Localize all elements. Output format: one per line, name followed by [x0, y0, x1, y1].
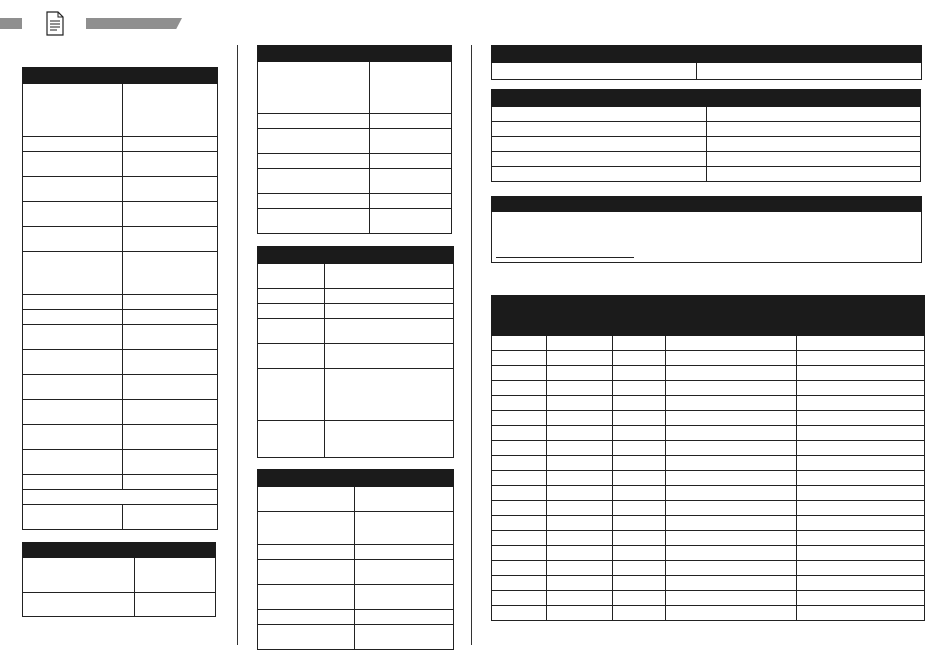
spec-table-small [22, 542, 216, 617]
table-header-row [258, 46, 452, 62]
table-row [23, 252, 218, 295]
table-cell [547, 336, 613, 351]
table-row [492, 411, 925, 426]
table-row [492, 336, 925, 351]
table-cell [797, 546, 925, 561]
table-cell [492, 152, 707, 167]
table-cell [258, 369, 325, 421]
table-cell [547, 351, 613, 366]
table-cell [123, 202, 218, 227]
table-cell [666, 411, 797, 426]
table-cell [370, 169, 452, 194]
table-row [258, 487, 454, 512]
table-row [258, 169, 452, 194]
table-cell [123, 325, 218, 350]
table-header [258, 470, 454, 487]
spec-table-col3-top [491, 45, 922, 80]
table-header-row [23, 68, 218, 84]
table-cell [547, 296, 613, 336]
spec-table-col3-second [491, 89, 921, 182]
table-cell [613, 336, 666, 351]
table-cell [492, 516, 547, 531]
table-cell [613, 591, 666, 606]
table-cell [325, 369, 454, 421]
table-cell [123, 152, 218, 177]
table-cell [258, 585, 355, 610]
table-cell [325, 344, 454, 369]
table-cell [666, 576, 797, 591]
table-row [492, 381, 925, 396]
table-cell [547, 561, 613, 576]
table-cell [492, 411, 547, 426]
table-row [23, 350, 218, 375]
table-cell [492, 366, 547, 381]
table-cell [666, 381, 797, 396]
table-cell [547, 441, 613, 456]
table-cell [797, 486, 925, 501]
table-row [492, 606, 925, 621]
note-underline [496, 257, 634, 258]
table-row [23, 450, 218, 475]
table-cell [258, 194, 370, 209]
table-row [492, 167, 921, 182]
table-cell [666, 501, 797, 516]
table-header-row [492, 296, 925, 336]
table-cell [666, 471, 797, 486]
table-row [492, 426, 925, 441]
table-cell [325, 421, 454, 458]
column-divider [471, 45, 472, 645]
table-cell [23, 400, 123, 425]
table-row [23, 505, 218, 530]
table-cell [666, 591, 797, 606]
table-row [258, 545, 454, 560]
table-cell [23, 375, 123, 400]
table-row [492, 351, 925, 366]
table-cell [123, 227, 218, 252]
table-cell [707, 137, 921, 152]
table-row [492, 531, 925, 546]
table-cell [23, 350, 123, 375]
table-cell [23, 505, 123, 530]
table-cell [258, 487, 355, 512]
table-row [492, 366, 925, 381]
table-cell [797, 366, 925, 381]
table-cell [492, 576, 547, 591]
table-cell [797, 296, 925, 336]
table-row [492, 501, 925, 516]
table-cell [666, 456, 797, 471]
table-cell [666, 606, 797, 621]
table-cell [23, 202, 123, 227]
header-bar-left [0, 18, 22, 29]
table-cell [258, 154, 370, 169]
table-cell [123, 400, 218, 425]
header-bar-right [86, 18, 182, 29]
table-cell [547, 456, 613, 471]
table-header-row [23, 543, 216, 558]
table-row [23, 202, 218, 227]
table-cell [797, 336, 925, 351]
table-cell [547, 531, 613, 546]
table-cell [613, 576, 666, 591]
table-cell [23, 450, 123, 475]
table-cell [666, 561, 797, 576]
table-cell [492, 296, 547, 336]
table-cell [613, 296, 666, 336]
table-cell [613, 381, 666, 396]
table-row [258, 114, 452, 129]
table-row [258, 319, 454, 344]
table-cell [23, 593, 135, 617]
table-cell [492, 591, 547, 606]
table-cell [707, 122, 921, 137]
table-row [492, 591, 925, 606]
table-cell [355, 625, 454, 650]
table-cell [258, 114, 370, 129]
table-cell [797, 516, 925, 531]
spec-table-main [22, 67, 218, 530]
table-cell [666, 336, 797, 351]
table-cell [492, 63, 697, 80]
table-cell [547, 546, 613, 561]
table-row [23, 152, 218, 177]
table-cell [547, 516, 613, 531]
table-cell [797, 351, 925, 366]
table-cell [797, 561, 925, 576]
table-cell [613, 441, 666, 456]
table-cell [613, 426, 666, 441]
table-cell [258, 344, 325, 369]
table-row [258, 129, 452, 154]
spec-table-col3-grid [491, 295, 925, 621]
table-cell [797, 411, 925, 426]
table-cell [325, 264, 454, 289]
table-cell [613, 516, 666, 531]
table-cell [666, 296, 797, 336]
table-row [258, 369, 454, 421]
table-cell [547, 501, 613, 516]
table-cell [797, 396, 925, 411]
table-row [23, 227, 218, 252]
table-cell [492, 426, 547, 441]
table-row [258, 560, 454, 585]
table-cell [123, 84, 218, 137]
table-row [23, 325, 218, 350]
table-cell [797, 381, 925, 396]
table-cell [355, 487, 454, 512]
table-cell [258, 289, 325, 304]
table-cell [613, 486, 666, 501]
table-row [492, 471, 925, 486]
table-cell [613, 351, 666, 366]
table-row [258, 62, 452, 114]
table-cell [123, 475, 218, 490]
table-cell [613, 546, 666, 561]
document-icon [46, 11, 64, 36]
table-cell [492, 336, 547, 351]
table-cell [613, 366, 666, 381]
table-cell [258, 264, 325, 289]
table-row [492, 516, 925, 531]
table-cell [258, 304, 325, 319]
table-cell [547, 396, 613, 411]
table-cell [325, 304, 454, 319]
table-cell [258, 62, 370, 114]
spec-table-col2-bottom [257, 469, 454, 650]
table-cell [123, 450, 218, 475]
table-cell [492, 531, 547, 546]
spec-table-col2-mid [257, 246, 454, 458]
table-cell [23, 490, 218, 505]
table-cell [797, 456, 925, 471]
table-row [492, 441, 925, 456]
table-row [23, 400, 218, 425]
table-cell [258, 129, 370, 154]
table-cell [613, 471, 666, 486]
table-cell [547, 591, 613, 606]
table-cell [547, 471, 613, 486]
table-cell [797, 576, 925, 591]
table-cell [123, 350, 218, 375]
table-cell [258, 512, 355, 545]
table-cell [355, 585, 454, 610]
table-cell [370, 154, 452, 169]
table-cell [258, 610, 355, 625]
table-header [492, 46, 922, 63]
table-cell [492, 456, 547, 471]
table-cell [492, 107, 707, 122]
table-cell [797, 501, 925, 516]
table-cell [123, 137, 218, 152]
table-row [492, 576, 925, 591]
table-cell [355, 610, 454, 625]
table-cell [23, 558, 135, 593]
table-cell [492, 486, 547, 501]
column-divider [237, 45, 238, 645]
table-row [23, 177, 218, 202]
table-cell [23, 177, 123, 202]
table-cell [492, 501, 547, 516]
table-cell [325, 319, 454, 344]
table-cell [697, 63, 922, 80]
table-cell [370, 62, 452, 114]
table-cell [370, 194, 452, 209]
table-cell [325, 289, 454, 304]
table-header [23, 543, 216, 558]
table-cell [666, 351, 797, 366]
table-row [492, 63, 922, 80]
table-cell [135, 593, 216, 617]
table-row [23, 295, 218, 310]
table-cell [123, 252, 218, 295]
table-cell [613, 456, 666, 471]
table-cell [666, 366, 797, 381]
table-cell [23, 137, 123, 152]
table-cell [370, 209, 452, 234]
table-cell [492, 546, 547, 561]
table-cell [547, 576, 613, 591]
note-box-header [491, 196, 922, 212]
table-cell [23, 295, 123, 310]
table-header [23, 68, 218, 84]
table-row [23, 593, 216, 617]
table-row [23, 84, 218, 137]
table-row [258, 209, 452, 234]
table-row [258, 264, 454, 289]
table-cell [547, 366, 613, 381]
table-row [258, 289, 454, 304]
table-cell [613, 396, 666, 411]
table-cell [123, 310, 218, 325]
table-row [492, 107, 921, 122]
table-row [492, 546, 925, 561]
table-row [23, 310, 218, 325]
table-cell [547, 381, 613, 396]
table-cell [135, 558, 216, 593]
table-cell [547, 411, 613, 426]
table-cell [613, 411, 666, 426]
table-cell [123, 177, 218, 202]
table-cell [492, 351, 547, 366]
table-row [23, 375, 218, 400]
table-cell [707, 167, 921, 182]
table-cell [707, 152, 921, 167]
table-row [258, 585, 454, 610]
spec-table-col2-top [257, 45, 452, 234]
table-cell [666, 546, 797, 561]
table-cell [23, 475, 123, 490]
table-cell [797, 531, 925, 546]
table-cell [492, 471, 547, 486]
table-row [492, 152, 921, 167]
table-row [258, 625, 454, 650]
table-cell [547, 606, 613, 621]
table-cell [613, 561, 666, 576]
table-cell [492, 122, 707, 137]
table-row [258, 304, 454, 319]
table-row [492, 456, 925, 471]
table-cell [492, 606, 547, 621]
table-cell [258, 169, 370, 194]
table-row [258, 344, 454, 369]
table-row [258, 194, 452, 209]
table-header-row [258, 247, 454, 264]
table-row [23, 490, 218, 505]
table-cell [355, 560, 454, 585]
table-cell [23, 425, 123, 450]
table-row [492, 486, 925, 501]
table-row [258, 512, 454, 545]
table-cell [258, 560, 355, 585]
table-header [258, 247, 454, 264]
table-row [258, 421, 454, 458]
table-row [492, 122, 921, 137]
table-cell [23, 310, 123, 325]
table-cell [23, 252, 123, 295]
table-cell [797, 471, 925, 486]
table-cell [797, 426, 925, 441]
table-cell [613, 531, 666, 546]
table-cell [123, 295, 218, 310]
table-cell [666, 486, 797, 501]
table-cell [258, 209, 370, 234]
table-cell [547, 486, 613, 501]
table-cell [492, 167, 707, 182]
table-header [492, 90, 921, 107]
table-cell [492, 137, 707, 152]
table-header-row [492, 46, 922, 63]
table-cell [666, 426, 797, 441]
table-cell [23, 152, 123, 177]
table-cell [797, 441, 925, 456]
table-cell [666, 396, 797, 411]
table-cell [666, 531, 797, 546]
table-cell [23, 84, 123, 137]
table-cell [666, 441, 797, 456]
table-cell [258, 319, 325, 344]
table-cell [797, 606, 925, 621]
table-cell [370, 114, 452, 129]
table-row [23, 137, 218, 152]
table-row [258, 610, 454, 625]
table-cell [707, 107, 921, 122]
table-cell [123, 425, 218, 450]
table-cell [492, 396, 547, 411]
table-row [23, 425, 218, 450]
table-cell [23, 325, 123, 350]
table-cell [370, 129, 452, 154]
table-cell [797, 591, 925, 606]
table-header [258, 46, 452, 62]
table-row [492, 561, 925, 576]
table-cell [492, 441, 547, 456]
table-cell [492, 381, 547, 396]
table-header-row [258, 470, 454, 487]
table-cell [613, 501, 666, 516]
table-cell [547, 426, 613, 441]
table-cell [258, 625, 355, 650]
table-header-row [492, 90, 921, 107]
table-cell [492, 561, 547, 576]
table-cell [613, 606, 666, 621]
table-cell [355, 512, 454, 545]
table-cell [123, 375, 218, 400]
table-cell [23, 227, 123, 252]
table-cell [258, 545, 355, 560]
table-cell [666, 516, 797, 531]
table-row [23, 558, 216, 593]
table-row [23, 475, 218, 490]
table-row [492, 137, 921, 152]
table-row [492, 396, 925, 411]
table-cell [123, 505, 218, 530]
table-cell [258, 421, 325, 458]
table-cell [355, 545, 454, 560]
table-row [258, 154, 452, 169]
